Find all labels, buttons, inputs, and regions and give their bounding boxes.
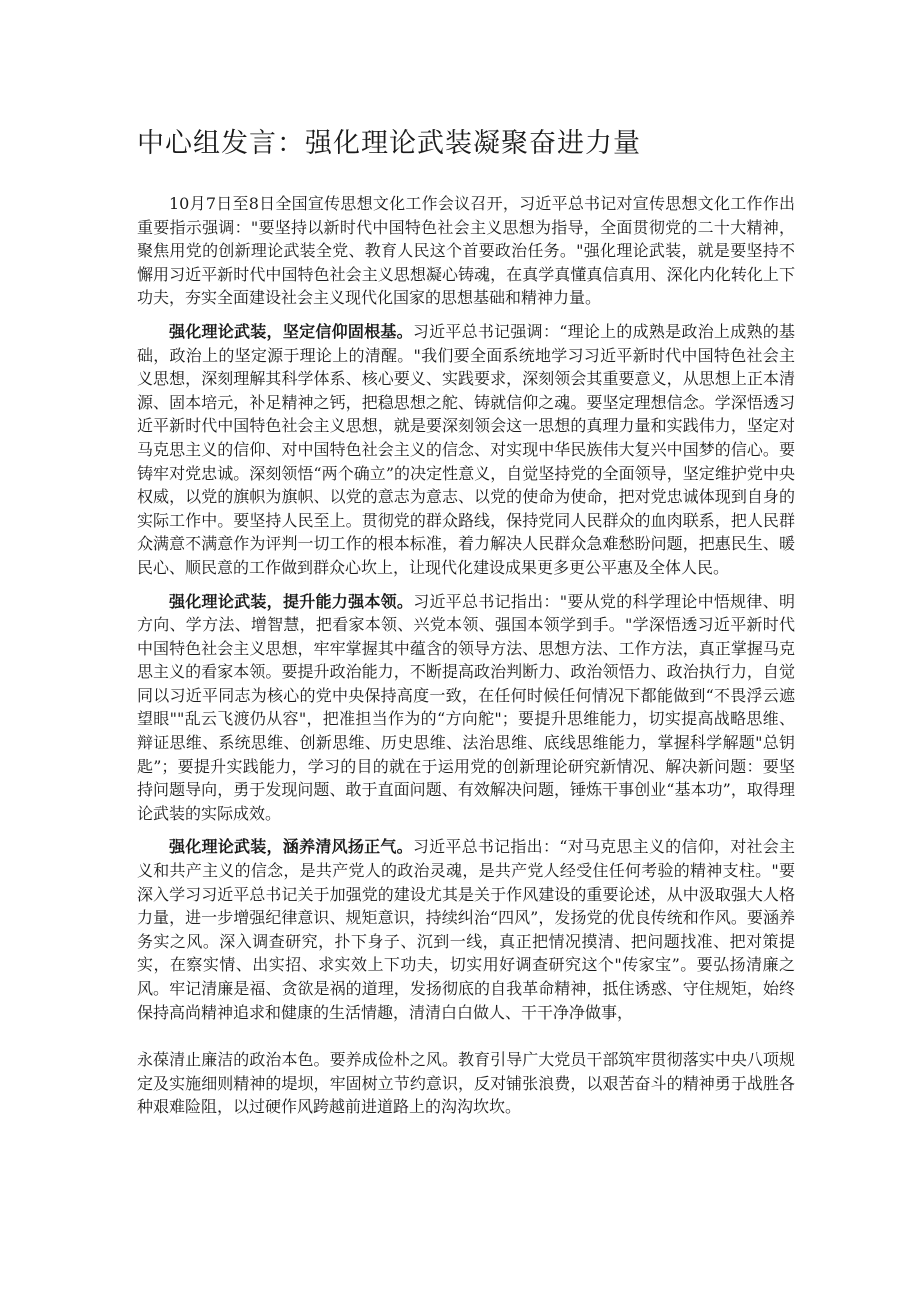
- section-lead-belief: 强化理论武装，坚定信仰固根基。: [169, 321, 413, 341]
- tail-paragraph: 永葆清止廉洁的政治本色。要养成俭朴之风。教育引导广大党员干部筑牢贯彻落实中央八项规定及实施细则精神的堤坝，牢固树立节约意识，反对铺张浪费，以艰苦奋斗的精神勇于战胜各种艰难险阻，以过硬作风跨越前进道路上的沟沟坎坎。: [137, 1050, 795, 1117]
- section-lead-integrity: 强化理论武装，涵养清风扬正气。: [169, 837, 413, 857]
- intro-paragraph: 10月7日至8日全国宣传思想文化工作会议召开，习近平总书记对宣传思想文化工作作出重要指示强调："要坚持以新时代中国特色社会主义思想为指导，全面贯彻党的二十大精神，聚焦用党的创新理论武装全党、教育人民这个首要政治任务。"强化理论武装，就是要坚持不懈用习近平新时代中国特色社会主义思想凝心铸魂，在真学真懂真信真用、深化内化转化上下功夫，夯实全面建设社会主义现代化国家的思想基础和精神力量。: [137, 194, 795, 308]
- page-title: 中心组发言：强化理论武装凝聚奋进力量: [137, 128, 641, 159]
- section-paragraph-integrity: [137, 835, 795, 1024]
- section-lead-ability: 强化理论武装，提升能力强本领。: [169, 591, 414, 611]
- section-body-integrity: 习近平总书记指出：“对马克思主义的信仰，对社会主义和共产主义的信念，是共产党人的政治灵魂，是共产党人经受住任何考验的精神支柱。"要深入学习习近平总书记关于加强党的建设尤其是关于作风建设的重要论述，从中汲取强大人格力量，进一步增强纪律意识、规矩意识，持续纠治“四风”，发扬党的优良传统和作风。要涵养务实之风。深入调查研究，扑下身子、沉到一线，真正把情况摸清、把问题找准、把对策提实，在察实情、出实招、求实效上下功夫，切实用好调查研究这个"传家宝”。要弘扬清廉之风。牢记清廉是福、贪欲是祸的道理，发扬彻底的自我革命精神，抵住诱惑、守住规矩，始终保持高尚精神追求和健康的生活情趣，清清白白做人、干干净净做事，: [137, 837, 795, 1022]
- section-body-belief: 习近平总书记强调：“理论上的成熟是政治上成熟的基础，政治上的坚定源于理论上的清醒。"我们要全面系统地学习习近平新时代中国特色社会主义思想，深刻理解其科学体系、核心要义、实践要求，深刻领会其重要意义，从思想上正本清源、固本培元，补足精神之钙，把稳思想之舵、铸就信仰之魂。要坚定理想信念。学深悟透习近平新时代中国特色社会主义思想，就是要深刻领会这一思想的真理力量和实践伟力，坚定对马克思主义的信仰、对中国特色社会主义的信念、对实现中华民族伟大复兴中国梦的信心。要铸牢对党忠诚。深刻领悟“两个确立”的决定性意义，自觉坚持党的全面领导，坚定维护党中央权威，以党的旗帜为旗帜、以党的意志为意志、以党的使命为使命，把对党忠诚体现到自身的实际工作中。要坚持人民至上。贯彻党的群众路线，保持党同人民群众的血肉联系，把人民群众满意不满意作为评判一切工作的根本标准，着力解决人民群众急难愁盼问题，把惠民生、暖民心、顺民意的工作做到群众心坎上，让现代化建设成果更多更公平惠及全体人民。: [137, 321, 795, 577]
- paragraph-gap: [137, 1034, 795, 1048]
- section-paragraph-belief: [137, 320, 795, 580]
- section-body-ability: 习近平总书记指出："要从党的科学理论中悟规律、明方向、学方法、增智慧，把看家本领、兴党本领、强国本领学到手。"学深悟透习近平新时代中国特色社会主义思想，牢牢掌握其中蕴含的领导方法、思想方法、工作方法，真正掌握马克思主义的看家本领。要提升政治能力，不断提高政治判断力、政治领悟力、政治执行力，自觉同以习近平同志为核心的党中央保持高度一致，在任何时候任何情况下都能做到“不畏浮云遮望眼""乱云飞渡仍从容"，把准担当作为的“方向舵"；要提升思维能力，切实提高战略思维、辩证思维、系统思维、创新思维、历史思维、法治思维、底线思维能力，掌握科学解题"总钥匙”；要提升实践能力，学习的目的就在于运用党的创新理论研究新情况、解决新问题：要坚持问题导向，勇于发现问题、敢于直面问题、有效解决问题，锤炼干事创业“基本功”，取得理论武装的实际成效。: [137, 591, 795, 823]
- section-paragraph-ability: [137, 590, 795, 826]
- document-page: [137, 124, 795, 1129]
